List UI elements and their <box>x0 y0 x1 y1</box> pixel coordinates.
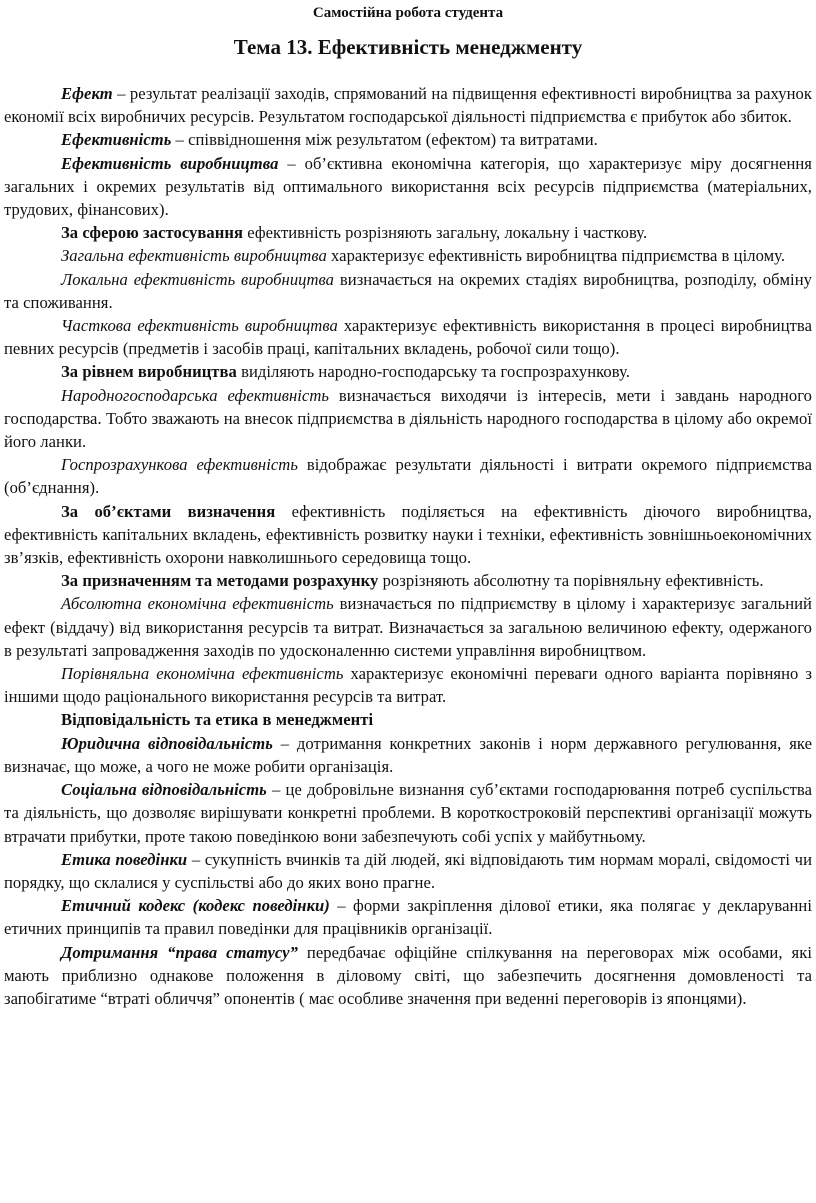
definition-partial-efficiency: характеризує ефективність використання в процесі виробництва певних ресурсів (предметів і засобів праці, капітальних вкладень, робочої сили тощо). <box>4 316 813 359</box>
term-effect: Ефект <box>61 84 113 103</box>
paragraph-comparative-efficiency <box>4 662 812 708</box>
term-status-right: Дотримання “права статусу” <box>61 942 298 962</box>
term-partial-efficiency: Часткова ефективність виробництва <box>61 316 338 336</box>
paragraph-effect <box>4 82 812 128</box>
paragraph-selfsupporting-efficiency <box>4 453 812 499</box>
paragraph-behavior-ethics <box>4 848 812 894</box>
definition-comparative-efficiency: характеризує економічні переваги одного варіанта порівняно з іншими щодо раціонального використання ресурсів та витрат. <box>4 664 812 707</box>
paragraph-efficiency <box>4 128 812 151</box>
definition-production-efficiency: – об’єктивна економічна категорія, що характеризує міру досягнення загальних і окремих результатів від оптимального використання всіх ресурсів підприємства (матеріальних, трудових, фінансових). <box>4 153 812 220</box>
paragraph-by-scope <box>4 221 812 244</box>
definition-behavior-ethics: – сукупність вчинків та дій людей, які відповідають тим нормам моралі, свідомості чи порядку, що склалися у суспільстві або до яких воно прагне. <box>4 849 812 892</box>
document-header: Самостійна робота студента <box>312 5 504 21</box>
definition-effect: – результат реалізації заходів, спрямований на підвищення ефективності виробництва за рахунок економії всіх виробничих ресурсів. Результатом господарської діяльності підприємства є прибуток або збиток. <box>4 84 812 127</box>
section-heading-ethics <box>4 708 812 731</box>
definition-by-objects: ефективність поділяється на ефективність діючого виробництва, ефективність капітальних вкладень, ефективність розвитку науки і техніки, ефективність зовнішньоекономічних зв’язків, ефективність охорони навколишнього середовища тощо. <box>4 501 812 568</box>
paragraph-general-efficiency <box>4 244 812 267</box>
definition-local-efficiency: визначається на окремих стадіях виробництва, розподілу, обміну та споживання. <box>4 269 812 312</box>
paragraph-legal-responsibility <box>4 732 812 778</box>
term-national-efficiency: Народногосподарська ефективність <box>61 385 329 405</box>
page-title: Тема 13. Ефективність менеджменту <box>233 35 583 59</box>
definition-ethics-code: – форми закріплення ділової етики, яка полягає у декларуванні етичних принципів та правил поведінки для працівників організації. <box>4 896 812 939</box>
paragraph-ethics-code <box>4 894 812 940</box>
term-local-efficiency: Локальна ефективність виробництва <box>61 269 335 289</box>
paragraph-national-efficiency <box>4 384 812 454</box>
paragraph-production-efficiency <box>4 152 812 222</box>
term-by-scope: За сферою застосування <box>61 223 244 243</box>
term-absolute-efficiency: Абсолютна економічна ефективність <box>61 594 334 614</box>
paragraph-social-responsibility <box>4 778 812 848</box>
term-by-purpose: За призначенням та методами розрахунку <box>61 571 379 591</box>
term-ethics-code: Етичний кодекс (кодекс поведінки) <box>61 896 330 916</box>
definition-general-efficiency: характеризує ефективність виробництва підприємства в цілому. <box>326 246 786 266</box>
term-production-efficiency: Ефективність виробництва <box>61 153 279 173</box>
definition-by-scope: ефективність розрізняють загальну, локальну і часткову. <box>243 223 648 243</box>
term-by-level: За рівнем виробництва <box>61 362 237 382</box>
term-general-efficiency: Загальна ефективність виробництва <box>61 246 327 266</box>
term-behavior-ethics: Етика поведінки <box>61 849 188 869</box>
term-by-objects: За об’єктами визначення <box>61 501 276 521</box>
definition-selfsupporting-efficiency: відображає результати діяльності і витрати окремого підприємства (об’єднання). <box>4 455 812 498</box>
definition-status-right: передбачає офіційне спілкування на переговорах між особами, які мають приблизно однакове положення в діловому світі, що забезпечить досягнення домовленості та запобігатиме “втраті обличчя” опонентів ( має особливе значення при веденні переговорів із японцями). <box>4 942 812 1008</box>
paragraph-by-objects <box>4 500 812 570</box>
definition-by-level: виділяють народно-господарську та госпрозрахункову. <box>236 362 630 382</box>
term-social-responsibility: Соціальна відповідальність <box>61 780 267 800</box>
definition-efficiency: – співвідношення між результатом (ефектом) та витратами. <box>171 130 598 150</box>
definition-absolute-efficiency: визначається по підприємству в цілому і характеризує загальний ефект (віддачу) від використання ресурсів та витрат. Визначається за загальною величиною ефекту, одержаного в результаті запровадження заходів по удосконаленню системи управління виробництвом. <box>4 594 812 660</box>
term-comparative-efficiency: Порівняльна економічна ефективність <box>61 664 344 684</box>
definition-legal-responsibility: – дотримання конкретних законів і норм державного регулювання, яке визначає, що може, а чого не може робити організація. <box>4 733 812 776</box>
term-selfsupporting-efficiency: Госпрозрахункова ефективність <box>61 455 298 475</box>
definition-social-responsibility: – це добровільне визнання суб’єктами господарювання потреб суспільства та діяльність, що дозволяє вирішувати конкретні проблеми. В короткостроковій перспективі організації можуть втрачати прибутки, проте такою поведінкою вони забезпечують собі успіх у майбутньому. <box>4 780 812 846</box>
term-legal-responsibility: Юридична відповідальність <box>61 733 273 753</box>
paragraph-by-purpose <box>4 569 812 592</box>
paragraph-absolute-efficiency <box>4 592 812 662</box>
paragraph-local-efficiency <box>4 268 812 314</box>
definition-national-efficiency: визначається виходячи із інтересів, мети і завдань народного господарства. Тобто зважають на внесок підприємства в діяльність народного господарства в цілому або окремої його ланки. <box>4 385 812 452</box>
term-efficiency: Ефективність <box>61 130 172 150</box>
paragraph-status-right <box>4 941 812 1011</box>
paragraph-partial-efficiency <box>4 314 812 360</box>
section-heading-ethics-label: Відповідальність та етика в менеджменті <box>61 710 374 730</box>
paragraph-by-level <box>4 360 812 383</box>
definition-by-purpose: розрізняють абсолютну та порівняльну ефективність. <box>378 571 764 591</box>
